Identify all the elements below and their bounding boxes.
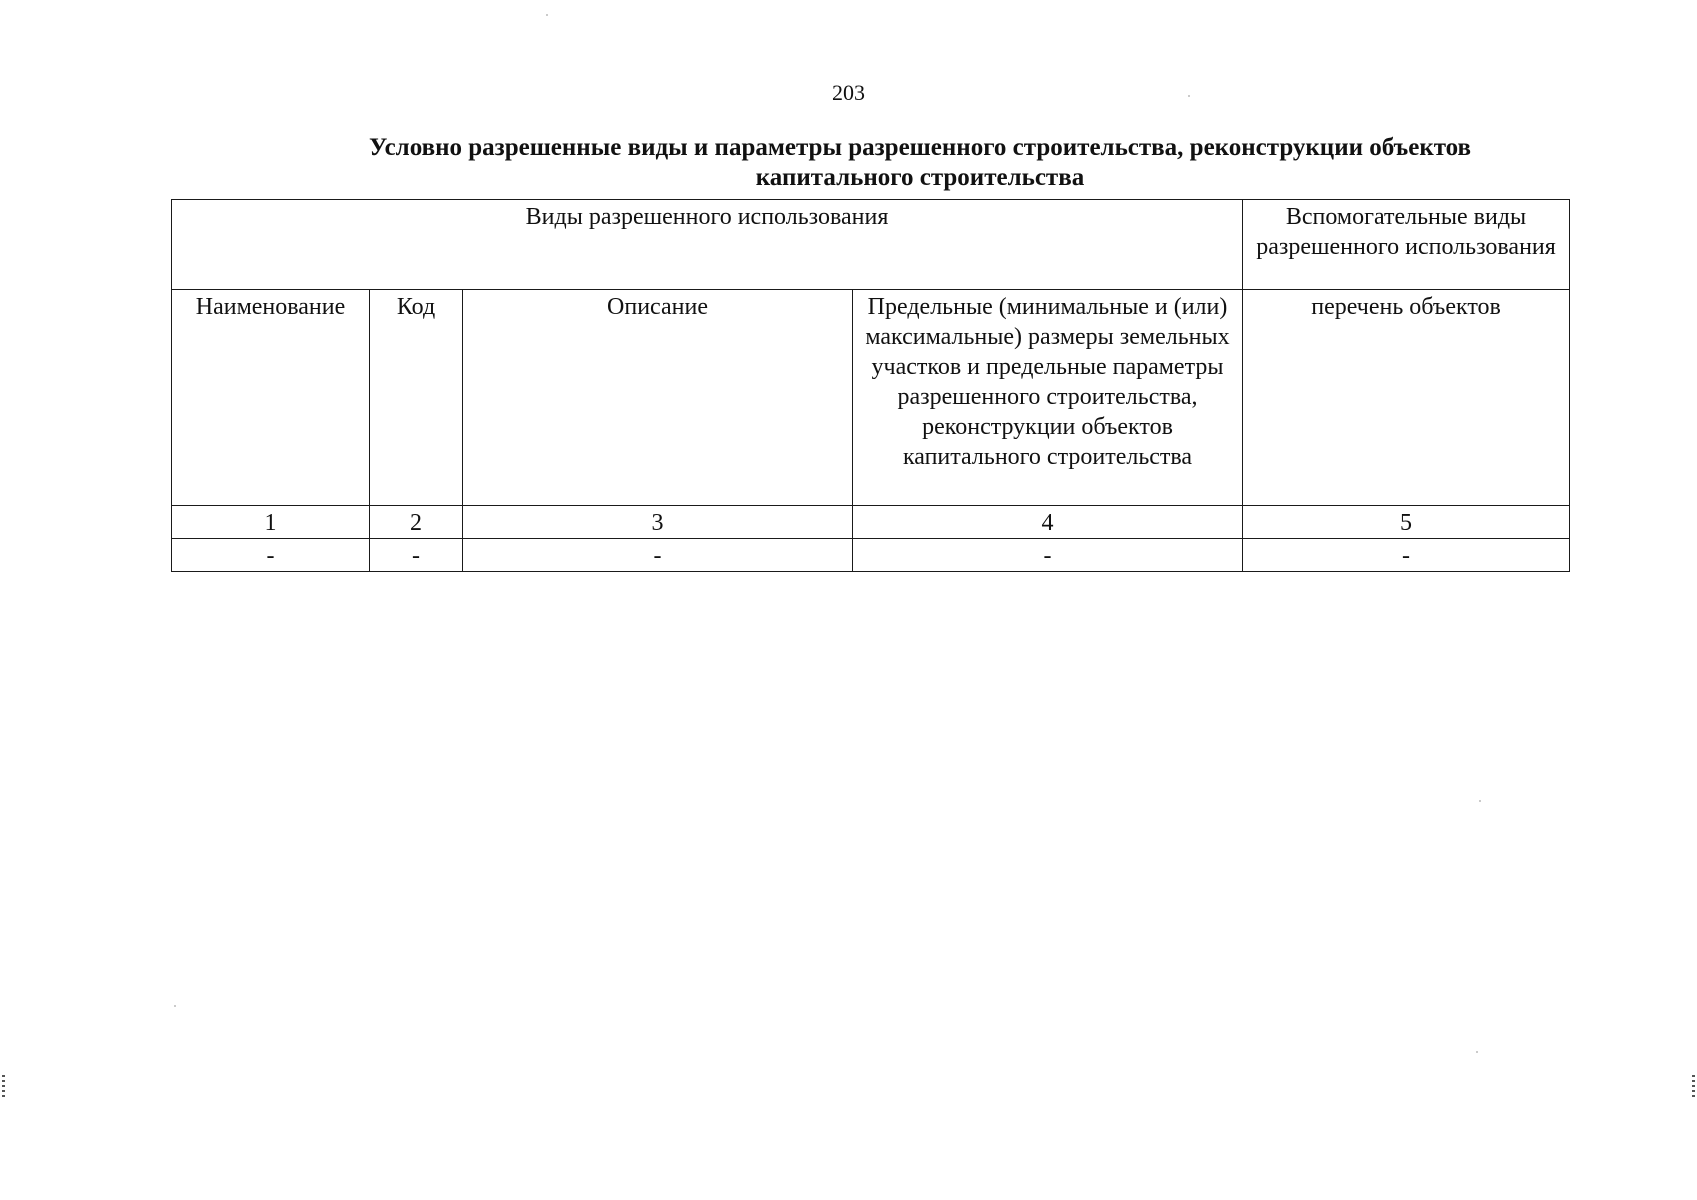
column-number-2: 2 <box>370 506 463 539</box>
column-header-code: Код <box>370 290 463 506</box>
column-header-parameters: Предельные (минимальные и (или) максимальные) размеры земельных участков и предельные параметры разрешенного строительства, реконструкции объектов капитального строительства <box>853 290 1243 506</box>
column-header-description: Описание <box>463 290 853 506</box>
scan-speck <box>1188 95 1190 97</box>
table-column-header-row <box>172 290 1570 506</box>
table-column-number-row <box>172 506 1570 539</box>
table-cell-code: - <box>370 539 463 572</box>
table-group-header-row <box>172 200 1570 290</box>
page-number: 203 <box>832 80 865 105</box>
table-cell-object-list: - <box>1243 539 1570 572</box>
zoning-table <box>171 199 1570 572</box>
column-number-5: 5 <box>1243 506 1570 539</box>
scan-speck <box>1476 1051 1478 1053</box>
column-number-4: 4 <box>853 506 1243 539</box>
table-cell-description: - <box>463 539 853 572</box>
scan-edge-mark-right <box>1692 1075 1695 1097</box>
table-cell-name: - <box>172 539 370 572</box>
document-title: Условно разрешенные виды и параметры разрешенного строительства, реконструкции объектов капитального строительства <box>368 134 1472 191</box>
column-number-3: 3 <box>463 506 853 539</box>
group-header-aux: Вспомогательные виды разрешенного использования <box>1243 200 1570 290</box>
scan-edge-mark-left <box>2 1075 5 1097</box>
table-cell-parameters: - <box>853 539 1243 572</box>
zoning-table-container <box>171 199 1569 572</box>
column-header-name: Наименование <box>172 290 370 506</box>
scan-speck <box>1479 800 1481 802</box>
scan-speck <box>174 1005 176 1007</box>
column-header-object-list: перечень объектов <box>1243 290 1570 506</box>
table-row <box>172 539 1570 572</box>
scan-speck <box>546 14 548 16</box>
column-number-1: 1 <box>172 506 370 539</box>
group-header-main: Виды разрешенного использования <box>172 200 1243 290</box>
